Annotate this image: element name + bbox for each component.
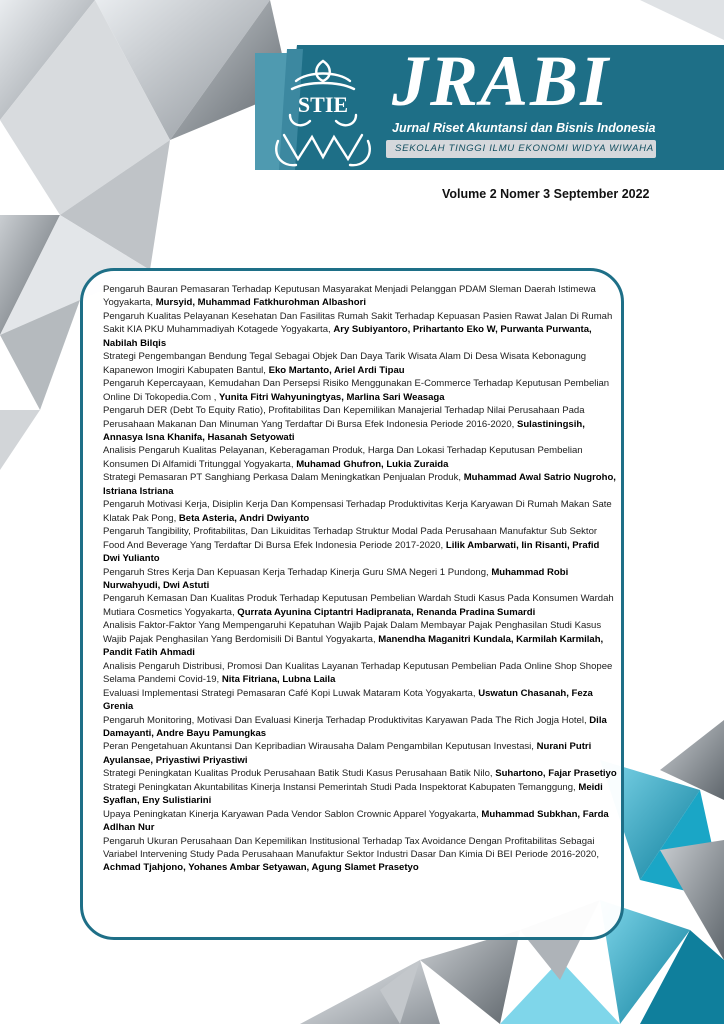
article-title: Pengaruh DER (Debt To Equity Ratio), Profitabilitas Dan Kepemilikan Manajerial Terhadap Nilai Perusahaan Pada Perusahaan Makanan Dan Minuman Yang Terdaftar Di Bursa Efek Indonesia Periode 2016-2020, [103,405,585,430]
article-authors: Nita Fitriana, Lubna Laila [221,674,336,686]
bg-shape [640,0,724,40]
article-entry [103,350,618,377]
article-title: Strategi Peningkatan Akuntabilitas Kinerja Instansi Pemerintah Studi Pada Inspektorat Kabupaten Temanggung, [103,781,576,793]
article-authors: Eko Martanto, Ariel Ardi Tipau [268,364,405,376]
article-authors: Muhammad Subkhan, Farda Adlhan Nur [103,808,609,834]
article-entry [103,835,618,875]
article-title: Analisis Faktor-Faktor Yang Mempengaruhi Kepatuhan Wajib Pajak Dalam Membayar Pajak Penghasilan Studi Kasus Wajib Pajak Penghasilan Yang Berdomisili Di Bantul Yogyakarta, [103,620,602,645]
article-title: Evaluasi Implementasi Strategi Pemasaran Café Kopi Luwak Mataram Kota Yogyakarta, [103,687,476,699]
article-entry [103,767,618,780]
article-authors: Beta Asteria, Andri Dwiyanto [178,512,310,524]
article-entry [103,714,618,741]
article-authors: Sulastiningsih, Annasya Isna Khanifa, Hasanah Setyowati [103,418,585,443]
table-of-contents [103,283,618,875]
bg-shape [0,410,40,470]
article-entry [103,566,618,593]
article-entry [103,377,618,404]
article-title: Strategi Peningkatan Kualitas Produk Perusahaan Batik Studi Kasus Perusahaan Batik Nilo, [103,768,493,780]
institution-name: SEKOLAH TINGGI ILMU EKONOMI WIDYA WIWAHA [395,143,654,154]
article-entry [103,404,618,444]
article-entry [103,310,618,350]
article-title: Strategi Pengembangan Bendung Tegal Sebagai Objek Dan Daya Tarik Wisata Alam Di Desa Wisata Kebonagung Kapanewon Imogiri Kabupaten Bantul, [103,351,587,376]
article-authors: Achmad Tjahjono, Yohanes Ambar Setyawan, Agung Slamet Prasetyo [103,862,419,874]
article-entry [103,283,618,310]
bg-shape [300,960,440,1024]
article-title: Pengaruh Kepercayaan, Kemudahan Dan Persepsi Risiko Menggunakan E-Commerce Terhadap Keputusan Pembelian Online Di Tokopedia.Com , [103,378,610,403]
article-title: Analisis Pengaruh Kualitas Pelayanan, Keberagaman Produk, Harga Dan Lokasi Terhadap Keputusan Pembelian Konsumen Di Alfamidi Tritunggal Yogyakarta, [103,445,583,470]
article-authors: Uswatun Chasanah, Feza Grenia [103,687,593,713]
journal-title: JRABI [392,41,611,121]
article-title: Pengaruh Kemasan Dan Kualitas Produk Terhadap Keputusan Pembelian Wardah Studi Kasus Pada Konsumen Wardah Mutiara Cosmetics Yogyakarta, [103,593,614,618]
journal-fullname: Jurnal Riset Akuntansi dan Bisnis Indonesia [392,121,656,135]
article-title: Pengaruh Stres Kerja Dan Kepuasan Kerja Terhadap Kinerja Guru SMA Negeri 1 Pundong, [103,566,489,578]
article-authors: Lilik Ambarwati, Iin Risanti, Prafid Dwi Yulianto [103,539,600,565]
article-entry [103,444,618,471]
article-entry [103,619,618,659]
article-title: Peran Pengetahuan Akuntansi Dan Kepribadian Wirausaha Dalam Pengambilan Keputusan Investasi, [103,741,534,753]
article-entry [103,808,618,835]
article-title: Analisis Pengaruh Distribusi, Promosi Dan Kualitas Layanan Terhadap Keputusan Pembelian Pada Online Shop Shopee Selama Pandemi Covid-19, [103,660,613,686]
article-authors: Dila Damayanti, Andre Bayu Pamungkas [103,714,607,739]
article-title: Pengaruh Tangibility, Profitabilitas, Dan Likuiditas Terhadap Struktur Modal Pada Perusahaan Manufaktur Sub Sektor Food And Beverage Yang Terdaftar Di Bursa Efek Indonesia Periode 2017-2020, [103,526,598,551]
article-entry [103,740,618,767]
article-title: Pengaruh Bauran Pemasaran Terhadap Keputusan Masyarakat Menjadi Pelanggan PDAM Sleman Daerah Istimewa Yogyakarta, [103,284,596,309]
article-entry [103,781,618,808]
article-entry [103,660,618,687]
article-authors: Muhamad Ghufron, Lukia Zuraida [296,458,449,470]
article-entry [103,592,618,619]
volume-info: Volume 2 Nomer 3 September 2022 [442,187,650,201]
article-authors: Muhammad Robi Nurwahyudi, Dwi Astuti [103,566,569,591]
article-title: Pengaruh Monitoring, Motivasi Dan Evaluasi Kinerja Terhadap Produktivitas Karyawan Pada The Rich Jogja Hotel, [103,714,587,726]
article-authors: Muhammad Awal Satrio Nugroho, Istriana Istriana [103,472,616,497]
article-entry [103,687,618,714]
stie-logo-icon [262,55,384,173]
article-authors: Ary Subiyantoro, Prihartanto Eko W, Purwanta Purwanta, Nabilah Bilqis [103,324,592,349]
article-authors: Meidi Syaflan, Eny Sulistiarini [103,781,603,807]
article-authors: Manendha Maganitri Kundala, Karmilah Karmilah, Pandit Fatih Ahmadi [103,633,604,659]
article-title: Strategi Pemasaran PT Sanghiang Perkasa Dalam Meningkatkan Penjualan Produk, [103,472,462,484]
article-title: Pengaruh Ukuran Perusahaan Dan Kepemilikan Institusional Terhadap Tax Avoidance Dengan Profitabilitas Sebagai Variabel Intervening Study Pada Perusahaan Manufaktur Sektor Industri Dasar Dan Kimia Di BEI Periode 2016-2020, [103,835,600,861]
article-entry [103,471,618,498]
article-title: Upaya Peningkatan Kinerja Karyawan Pada Vendor Sablon Crownic Apparel Yogyakarta, [103,808,479,820]
article-authors: Yunita Fitri Wahyuningtyas, Marlina Sari Weasaga [219,391,445,403]
article-entry [103,498,618,525]
article-title: Pengaruh Kualitas Pelayanan Kesehatan Dan Fasilitas Rumah Sakit Terhadap Kepuasan Pasien Rawat Jalan Di Rumah Sakit KIA PKU Muhammadiyah Kotagede Yogyakarta, [103,310,613,336]
article-entry [103,525,618,565]
article-title: Pengaruh Motivasi Kerja, Disiplin Kerja Dan Kompensasi Terhadap Produktivitas Kerja Karyawan Di Rumah Makan Sate Klatak Pak Pong, [103,499,612,524]
svg-text:STIE: STIE [297,92,349,117]
article-authors: Mursyid, Muhammad Fatkhurohman Albashori [155,297,366,309]
article-authors: Suhartono, Fajar Prasetiyo [495,768,617,780]
article-authors: Nurani Putri Ayulansae, Priyastiwi Priyastiwi [103,741,592,766]
article-authors: Qurrata Ayunina Ciptantri Hadipranata, Renanda Pradina Sumardi [237,606,536,618]
